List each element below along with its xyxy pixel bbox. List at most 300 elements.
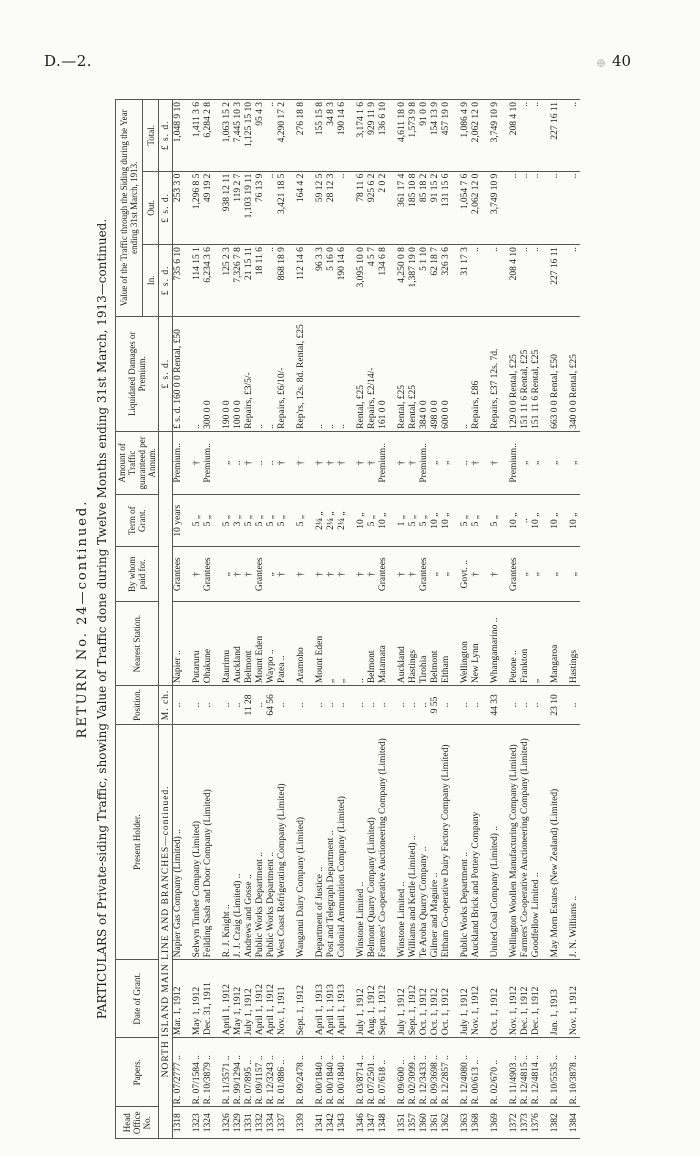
header-amount: Amount of Traffic guaranteed per Annum. bbox=[116, 431, 159, 494]
cell-t: 10 „ bbox=[569, 494, 580, 547]
cell-h: 1347 bbox=[367, 1107, 378, 1139]
cell-o: 59 12 5 bbox=[315, 171, 326, 245]
cell-o: 76 13 9 bbox=[255, 171, 266, 245]
cell-l: 151 11 6 Rental, £25 bbox=[520, 316, 531, 431]
cell-tt: .. bbox=[520, 100, 531, 172]
cell-h: 1384 bbox=[569, 1107, 580, 1139]
cell-a: † bbox=[337, 431, 348, 494]
cell-l: Rep'rs, 12s. 8d. Rental, £25 bbox=[296, 316, 307, 431]
cell-tt: 276 18 8 bbox=[296, 100, 307, 172]
cell-p: R. 07/2777 .. bbox=[173, 1038, 185, 1107]
header-date: Date of Grant. bbox=[116, 960, 159, 1038]
page-header bbox=[0, 0, 700, 80]
cell-t: 5 „ bbox=[222, 494, 233, 547]
cell-tt: .. bbox=[569, 100, 580, 172]
cell-n: West Coast Refrigerating Company (Limited) bbox=[277, 724, 288, 960]
table-row bbox=[277, 100, 288, 1139]
cell-t: 10 „ bbox=[441, 494, 452, 547]
cell-p: R. 12/4814 .. bbox=[531, 1038, 542, 1107]
cell-a: Premium.. bbox=[419, 431, 430, 494]
cell-l: Repairs, £3/5/- bbox=[244, 316, 255, 431]
cell-a: „ bbox=[441, 431, 452, 494]
cell-d: Aug. 1, 1912 bbox=[367, 960, 378, 1038]
table-row bbox=[509, 100, 520, 1139]
cell-t: 5 „ bbox=[244, 494, 255, 547]
table-row bbox=[296, 100, 307, 1139]
cell-o: 91 15 2 bbox=[430, 171, 441, 245]
cell-n: Colonial Ammunition Company (Limited) bbox=[337, 724, 348, 960]
row-gap bbox=[307, 100, 315, 1139]
cell-st: Napier .. bbox=[173, 602, 185, 686]
cell-o: .. bbox=[531, 171, 542, 245]
table-row bbox=[441, 100, 452, 1139]
units-total: £ s. d. bbox=[159, 100, 173, 172]
header-papers: Papers. bbox=[116, 1038, 159, 1107]
cell-a: † bbox=[490, 431, 501, 494]
cell-n: United Coal Company (Limited) .. bbox=[490, 724, 501, 960]
cell-p: R. 12/4815 .. bbox=[520, 1038, 531, 1107]
cell-n: Wanganui Dairy Company (Limited) bbox=[296, 724, 307, 960]
cell-pos: .. bbox=[222, 686, 233, 725]
cell-i: 112 14 6 bbox=[296, 245, 307, 316]
cell-tt: 457 19 0 bbox=[441, 100, 452, 172]
row-gap bbox=[482, 100, 490, 1139]
cell-o: 28 12 3 bbox=[326, 171, 337, 245]
cell-i: 6,234 3 6 bbox=[203, 245, 214, 316]
cell-h: 1373 bbox=[520, 1107, 531, 1139]
cell-a: „ bbox=[550, 431, 561, 494]
cell-st: Raurimu bbox=[222, 602, 233, 686]
table-row bbox=[419, 100, 430, 1139]
header-station: Nearest Station. bbox=[116, 602, 159, 686]
cell-p: R. 07/618 .. bbox=[378, 1038, 389, 1107]
table-row bbox=[367, 100, 378, 1139]
cell-a: .. bbox=[460, 431, 471, 494]
cell-d: July 1, 1912 bbox=[460, 960, 471, 1038]
cell-a: † bbox=[408, 431, 419, 494]
cell-l: .. bbox=[315, 316, 326, 431]
cell-pd: † bbox=[356, 547, 367, 602]
table-row bbox=[244, 100, 255, 1139]
cell-n: Post and Telegraph Department .. bbox=[326, 724, 337, 960]
cell-tt: 4,290 17 2 bbox=[277, 100, 288, 172]
cell-t: 5 „ bbox=[277, 494, 288, 547]
cell-pd: † bbox=[397, 547, 408, 602]
cell-st: Aramoho bbox=[296, 602, 307, 686]
cell-t: 10 „ bbox=[430, 494, 441, 547]
cell-p: R. 03/8714 .. bbox=[356, 1038, 367, 1107]
cell-pd: „ bbox=[569, 547, 580, 602]
cell-a: † bbox=[356, 431, 367, 494]
cell-d: Nov. 1, 1911 bbox=[277, 960, 288, 1038]
cell-i: 5 16 0 bbox=[326, 245, 337, 316]
cell-p: R. 00/1840 .. bbox=[315, 1038, 326, 1107]
cell-i: 5 1 10 bbox=[419, 245, 430, 316]
table-row bbox=[203, 100, 214, 1139]
cell-l: 498 0 0 bbox=[430, 316, 441, 431]
cell-n: Farmers' Co-operative Auctioneering Company (Limited) bbox=[378, 724, 389, 960]
cell-l: .. bbox=[337, 316, 348, 431]
cell-tt: 91 0 0 bbox=[419, 100, 430, 172]
cell-a: † bbox=[296, 431, 307, 494]
cell-pd: „ bbox=[520, 547, 531, 602]
cell-st: Eltham bbox=[441, 602, 452, 686]
cell-pos: .. bbox=[419, 686, 430, 725]
cell-a: „ bbox=[520, 431, 531, 494]
cell-tt: 208 4 10 bbox=[509, 100, 520, 172]
table-row bbox=[266, 100, 277, 1139]
cell-l: 190 0 0 bbox=[222, 316, 233, 431]
cell-t: 10 „ bbox=[356, 494, 367, 547]
cell-pd: † bbox=[490, 547, 501, 602]
cell-o: 85 18 2 bbox=[419, 171, 430, 245]
cell-o: 1,054 7 6 bbox=[460, 171, 471, 245]
cell-l: Rental, £25 bbox=[408, 316, 419, 431]
cell-n: Eltham Co-operative Dairy Factory Company (Limited) bbox=[441, 724, 452, 960]
cell-p: R. 02/670 .. bbox=[490, 1038, 501, 1107]
table-row bbox=[233, 100, 244, 1139]
cell-st: Ohakune bbox=[203, 602, 214, 686]
cell-l: 384 0 0 bbox=[419, 316, 430, 431]
cell-i: 125 2 3 bbox=[222, 245, 233, 316]
header-holder: Present Holder. bbox=[116, 724, 159, 960]
cell-d: Sept. 1, 1912 bbox=[408, 960, 419, 1038]
header-total: Total. bbox=[143, 100, 159, 172]
cell-n: Andrews and Gosse .. bbox=[244, 724, 255, 960]
cell-p: R. 07/1584 .. bbox=[192, 1038, 203, 1107]
cell-t: 5 „ bbox=[255, 494, 266, 547]
cell-pos: .. bbox=[378, 686, 389, 725]
cell-pos: 64 56 bbox=[266, 686, 277, 725]
table-row bbox=[356, 100, 367, 1139]
table-row bbox=[430, 100, 441, 1139]
cell-i: 62 18 7 bbox=[430, 245, 441, 316]
cell-pd: † bbox=[192, 547, 203, 602]
cell-a: † bbox=[192, 431, 203, 494]
cell-t: 5 „ bbox=[419, 494, 430, 547]
cell-p: R. 12/3433 .. bbox=[419, 1038, 430, 1107]
table-row bbox=[192, 100, 203, 1139]
cell-p: R. 07/895 .. bbox=[244, 1038, 255, 1107]
cell-pos: .. bbox=[471, 686, 482, 725]
cell-pd: „ bbox=[531, 547, 542, 602]
cell-i: 4 5 7 bbox=[367, 245, 378, 316]
cell-d: April 1, 1913 bbox=[326, 960, 337, 1038]
cell-a: Premium.. bbox=[173, 431, 185, 494]
cell-pos: .. bbox=[520, 686, 531, 725]
cell-o: 3,749 10 9 bbox=[490, 171, 501, 245]
cell-pd: † bbox=[296, 547, 307, 602]
cell-pd: Grantees bbox=[419, 547, 430, 602]
units-liquidated: £ s. d. bbox=[159, 316, 173, 431]
cell-n: Winstone Limited .. bbox=[356, 724, 367, 960]
cell-tt: 136 6 10 bbox=[378, 100, 389, 172]
cell-pos: .. bbox=[460, 686, 471, 725]
table-row bbox=[337, 100, 348, 1139]
cell-l: .. bbox=[326, 316, 337, 431]
cell-o: .. bbox=[550, 171, 561, 245]
cell-l: Repairs, £6/10/- bbox=[277, 316, 288, 431]
cell-d: July 1, 1912 bbox=[356, 960, 367, 1038]
cell-h: 1369 bbox=[490, 1107, 501, 1139]
cell-l: Repairs, £86 bbox=[471, 316, 482, 431]
cell-p: R. 09/2478 .. bbox=[296, 1038, 307, 1107]
cell-o: 119 2 7 bbox=[233, 171, 244, 245]
row-gap bbox=[214, 100, 222, 1139]
cell-l: 300 0 0 bbox=[203, 316, 214, 431]
cell-t: .. bbox=[520, 494, 531, 547]
cell-pos: .. bbox=[337, 686, 348, 725]
cell-pos: .. bbox=[233, 686, 244, 725]
cell-pos: .. bbox=[408, 686, 419, 725]
cell-d: Oct. 1, 1912 bbox=[490, 960, 501, 1038]
cell-h: 1342 bbox=[326, 1107, 337, 1139]
cell-o: 2 0 2 bbox=[378, 171, 389, 245]
row-gap bbox=[561, 100, 569, 1139]
cell-l: .. bbox=[192, 316, 203, 431]
cell-tt: 1,573 9 8 bbox=[408, 100, 419, 172]
cell-a: † bbox=[397, 431, 408, 494]
cell-st: Belmont bbox=[244, 602, 255, 686]
cell-l: 663 0 0 Rental, £50 bbox=[550, 316, 561, 431]
cell-st: Putaruru bbox=[192, 602, 203, 686]
table-row bbox=[550, 100, 561, 1139]
header-in: In. bbox=[143, 245, 159, 316]
cell-l: 600 0 0 bbox=[441, 316, 452, 431]
cell-p: R. 12/2857 .. bbox=[441, 1038, 452, 1107]
cell-n: Feilding Sash and Door Company (Limited) bbox=[203, 724, 214, 960]
cell-st: Matamata bbox=[378, 602, 389, 686]
cell-d: Dec. 31, 1911 bbox=[203, 960, 214, 1038]
cell-tt: 7,445 10 3 bbox=[233, 100, 244, 172]
table-row bbox=[471, 100, 482, 1139]
table-row bbox=[408, 100, 419, 1139]
cell-d: Oct. 1, 1912 bbox=[430, 960, 441, 1038]
cell-d: May 1, 1912 bbox=[192, 960, 203, 1038]
cell-pd: † bbox=[367, 547, 378, 602]
cell-i: 208 4 10 bbox=[509, 245, 520, 316]
cell-n: Public Works Department .. bbox=[460, 724, 471, 960]
cell-pos: .. bbox=[356, 686, 367, 725]
cell-a: † bbox=[367, 431, 378, 494]
cell-n: Public Works Department .. bbox=[266, 724, 277, 960]
cell-o: 1,103 19 11 bbox=[244, 171, 255, 245]
cell-tt: 3,749 10 9 bbox=[490, 100, 501, 172]
row-gap bbox=[389, 100, 397, 1139]
cell-h: 1360 bbox=[419, 1107, 430, 1139]
cell-d: Jan. 1, 1913 bbox=[550, 960, 561, 1038]
cell-st: Waypo .. bbox=[266, 602, 277, 686]
cell-t: 5 „ bbox=[296, 494, 307, 547]
header-liquidated: Liquidated Damages or Premium. bbox=[116, 316, 159, 431]
cell-tt: 1,086 4 9 bbox=[460, 100, 471, 172]
cell-h: 1346 bbox=[356, 1107, 367, 1139]
cell-h: 1339 bbox=[296, 1107, 307, 1139]
cell-pos: .. bbox=[192, 686, 203, 725]
siding-traffic-table bbox=[115, 99, 580, 1139]
cell-st: Hastings bbox=[569, 602, 580, 686]
cell-h: 1368 bbox=[471, 1107, 482, 1139]
cell-p: R. 10/5535 .. bbox=[550, 1038, 561, 1107]
page-number: 40 bbox=[612, 52, 632, 70]
cell-pos: .. bbox=[531, 686, 542, 725]
cell-tt: 154 13 9 bbox=[430, 100, 441, 172]
cell-t: 10 years bbox=[173, 494, 185, 547]
table-row bbox=[173, 100, 185, 1139]
cell-p: R. 02/3099 .. bbox=[408, 1038, 419, 1107]
cell-pos: .. bbox=[277, 686, 288, 725]
cell-h: 1318 bbox=[173, 1107, 185, 1139]
cell-pos: .. bbox=[509, 686, 520, 725]
cell-h: 1363 bbox=[460, 1107, 471, 1139]
cell-st: Whangamarino .. bbox=[490, 602, 501, 686]
cell-d: Sept. 1, 1912 bbox=[378, 960, 389, 1038]
cell-st: Mangaroa bbox=[550, 602, 561, 686]
cell-l: Rental, £25 bbox=[356, 316, 367, 431]
cell-pd: „ bbox=[266, 547, 277, 602]
cell-d: July 1, 1912 bbox=[397, 960, 408, 1038]
cell-t: 5 „ bbox=[203, 494, 214, 547]
cell-a: .. bbox=[266, 431, 277, 494]
return-title: RETURN No. 24—continued. bbox=[75, 499, 90, 739]
cell-o: 361 17 4 bbox=[397, 171, 408, 245]
cell-tt: .. bbox=[531, 100, 542, 172]
row-gap bbox=[452, 100, 460, 1139]
cell-tt: 190 14 6 bbox=[337, 100, 348, 172]
cell-tt: 1,063 15 2 bbox=[222, 100, 233, 172]
cell-tt: 2,062 12 0 bbox=[471, 100, 482, 172]
cell-n: J. J. Craig (Limited) .. bbox=[233, 724, 244, 960]
cell-pd: † bbox=[471, 547, 482, 602]
cell-pd: † bbox=[233, 547, 244, 602]
cell-pd: † bbox=[337, 547, 348, 602]
cell-d: April 1, 1913 bbox=[315, 960, 326, 1038]
cell-p: R. 12/4080 .. bbox=[460, 1038, 471, 1107]
cell-n: J. N. Williams .. bbox=[569, 724, 580, 960]
cell-a: Premium.. bbox=[378, 431, 389, 494]
row-gap bbox=[184, 100, 192, 1139]
cell-n: Belmont Quarry Company (Limited) bbox=[367, 724, 378, 960]
table-row bbox=[315, 100, 326, 1139]
cell-p: R. 10/3879 .. bbox=[203, 1038, 214, 1107]
units-in: £ s. d. bbox=[159, 245, 173, 316]
cell-pos: 23 10 bbox=[550, 686, 561, 725]
cell-d: July 1, 1912 bbox=[244, 960, 255, 1038]
cell-p: R. 09/3698 .. bbox=[430, 1038, 441, 1107]
cell-i: 326 3 6 bbox=[441, 245, 452, 316]
cell-tt: .. bbox=[266, 100, 277, 172]
row-gap bbox=[288, 100, 296, 1139]
cell-o: 78 11 6 bbox=[356, 171, 367, 245]
cell-pd: „ bbox=[441, 547, 452, 602]
cell-d: Mar. 1, 1912 bbox=[173, 960, 185, 1038]
cell-a: .. bbox=[233, 431, 244, 494]
cell-o: 925 6 2 bbox=[367, 171, 378, 245]
row-gap bbox=[348, 100, 356, 1139]
header-term: Term of Grant. bbox=[116, 494, 159, 547]
cell-i: 735 6 10 bbox=[173, 245, 185, 316]
header-hoff: Head Office No. bbox=[116, 1107, 159, 1139]
header-position: Position. bbox=[116, 686, 159, 725]
cell-i: 4,250 0 8 bbox=[397, 245, 408, 316]
cell-pd: † bbox=[326, 547, 337, 602]
cell-l: Repairs, £2/14/- bbox=[367, 316, 378, 431]
cell-t: 5 „ bbox=[192, 494, 203, 547]
cell-pos: .. bbox=[173, 686, 185, 725]
cell-d: Nov. 1, 1912 bbox=[509, 960, 520, 1038]
cell-pos: .. bbox=[315, 686, 326, 725]
cell-tt: 95 4 3 bbox=[255, 100, 266, 172]
cell-p: R. 07/2501 .. bbox=[367, 1038, 378, 1107]
cell-tt: 6,284 2 8 bbox=[203, 100, 214, 172]
cell-o: 253 3 0 bbox=[173, 171, 185, 245]
cell-st: .. bbox=[356, 602, 367, 686]
cell-pos: .. bbox=[367, 686, 378, 725]
cell-pd: Grantees bbox=[378, 547, 389, 602]
cell-l: £ s. d. 160 0 0 Rental, £50 bbox=[173, 316, 185, 431]
cell-tt: 4,611 18 0 bbox=[397, 100, 408, 172]
table-row bbox=[569, 100, 580, 1139]
cell-i: 21 15 11 bbox=[244, 245, 255, 316]
cell-n: R. J. Knight .. bbox=[222, 724, 233, 960]
cell-n: Department of Justice .. bbox=[315, 724, 326, 960]
cell-o: .. bbox=[337, 171, 348, 245]
table-row bbox=[222, 100, 233, 1139]
cell-pd: Grantees bbox=[203, 547, 214, 602]
cell-n: Napier Gas Company (Limited) .. bbox=[173, 724, 185, 960]
return-subtitle: PARTICULARS of Private-siding Traffic, showing Value of Traffic done during Twelve Months ending 31st March, 1913—continued. bbox=[95, 218, 109, 1020]
cell-st: Wellington bbox=[460, 602, 471, 686]
cell-a: † bbox=[326, 431, 337, 494]
cell-n: Auckland Brick and Pottery Company bbox=[471, 724, 482, 960]
rotated-table-sheet bbox=[75, 99, 675, 1139]
cell-t: 1 „ bbox=[397, 494, 408, 547]
cell-i: 114 15 1 bbox=[192, 245, 203, 316]
cell-tt: 1,125 15 10 bbox=[244, 100, 255, 172]
cell-i: 134 6 8 bbox=[378, 245, 389, 316]
cell-n: Williams and Kettle (Limited) .. bbox=[408, 724, 419, 960]
cell-pd: „ bbox=[430, 547, 441, 602]
cell-h: 1324 bbox=[203, 1107, 214, 1139]
cell-p: R. 99/1294 .. bbox=[233, 1038, 244, 1107]
section-title: NORTH ISLAND MAIN LINE AND BRANCHES—continued. bbox=[159, 724, 173, 1138]
cell-a: † bbox=[315, 431, 326, 494]
table-row bbox=[520, 100, 531, 1139]
cell-pos: 44 33 bbox=[490, 686, 501, 725]
cell-d: Sept. 1, 1912 bbox=[296, 960, 307, 1038]
cell-h: 1331 bbox=[244, 1107, 255, 1139]
cell-t: 10 „ bbox=[378, 494, 389, 547]
cell-d: April 1, 1912 bbox=[222, 960, 233, 1038]
cell-i: .. bbox=[569, 245, 580, 316]
cell-i: 96 3 3 bbox=[315, 245, 326, 316]
cell-st: „ bbox=[531, 602, 542, 686]
cell-h: 1382 bbox=[550, 1107, 561, 1139]
cell-h: 1362 bbox=[441, 1107, 452, 1139]
cell-pos: .. bbox=[326, 686, 337, 725]
cell-a: „ bbox=[569, 431, 580, 494]
cell-tt: 155 15 8 bbox=[315, 100, 326, 172]
cell-i: 7,326 7 8 bbox=[233, 245, 244, 316]
units-out: £ s. d. bbox=[159, 171, 173, 245]
table-row bbox=[326, 100, 337, 1139]
cell-l: 161 0 0 bbox=[378, 316, 389, 431]
row-gap bbox=[542, 100, 550, 1139]
cell-n: Goodfellow Limited .. bbox=[531, 724, 542, 960]
cell-st: New Lynn bbox=[471, 602, 482, 686]
cell-n: Gilmer and Maguire .. bbox=[430, 724, 441, 960]
cell-pd: Govt. .. bbox=[460, 547, 471, 602]
